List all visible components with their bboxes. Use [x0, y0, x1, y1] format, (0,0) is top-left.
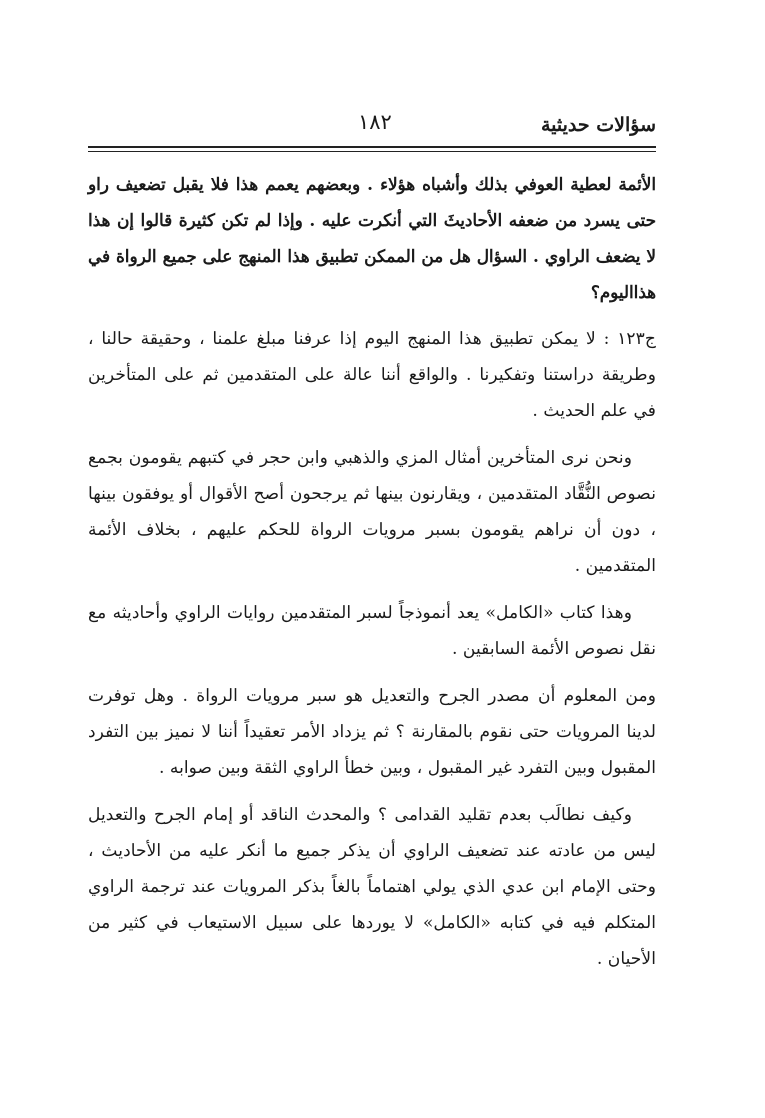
body-text [88, 166, 656, 977]
paragraph-later-scholars: ونحن نرى المتأخرين أمثال المزي والذهبي وابن حجر في كتبهم يقومون بجمع نصوص النُّقَّاد المتقدمين ، ويقارنون بينها ثم يرجحون أصح الأقوال أو يوفقون بينها ، دون أن نراهم يقومون بسبر مرويات الرواة للحكم عليهم ، بخلاف الأئمة المتقدمين . [88, 448, 656, 576]
paragraph-answer-123: ج١٢٣ : لا يمكن تطبيق هذا المنهج اليوم إذا عرفنا مبلغ علمنا ، وحقيقة حالنا ، وطريقة دراستنا وتفكيرنا . والواقع أننا عالة على المتقدمين ثم على المتأخرين في علم الحديث . [88, 329, 656, 421]
running-title: سؤالات حديثية [540, 114, 656, 136]
page-number: ١٨٢ [358, 110, 392, 134]
header-rule-thin [88, 151, 656, 152]
paragraph-kamil-model: وهذا كتاب «الكامل» يعد أنموذجاً لسبر المتقدمين روايات الراوي وأحاديثه مع نقل نصوص الأئمة السابقين . [88, 603, 656, 659]
page-header [88, 110, 656, 144]
paragraph-imitation-question: وكيف نطالَب بعدم تقليد القدامى ؟ والمحدث الناقد أو إمام الجرح والتعديل ليس من عادته عند تضعيف الراوي أن يذكر جميع ما أنكر عليه من الأحاديث ، وحتى الإمام ابن عدي الذي يولي اهتماماً بالغاً بذكر المرويات عند ترجمة الراوي المتكلم فيه في كتابه «الكامل» لا يوردها على سبيل الاستيعاب في كثير من الأحيان . [88, 805, 656, 969]
paragraph-jarh-tadil-source: ومن المعلوم أن مصدر الجرح والتعديل هو سبر مرويات الرواة . وهل توفرت لدينا المرويات حتى نقوم بالمقارنة ؟ ثم يزداد الأمر تعقيداً أننا لا نميز بين التفرد المقبول وبين التفرد غير المقبول ، وبين خطأ الراوي الثقة وبين صوابه . [88, 686, 656, 778]
paragraph-question-continuation: الأئمة لعطية العوفي بذلك وأشباه هؤلاء . وبعضهم يعمم هذا فلا يقبل تضعيف راو حتى يسرد من ضعفه الأحاديثَ التي أنكرت عليه . وإذا لم تكن كثيرة قالوا إن هذا لا يضعف الراوي . السؤال هل من الممكن تطبيق هذا المنهج على جميع الرواة في هذااليوم؟ [88, 174, 656, 302]
header-rule-thick [88, 146, 656, 148]
